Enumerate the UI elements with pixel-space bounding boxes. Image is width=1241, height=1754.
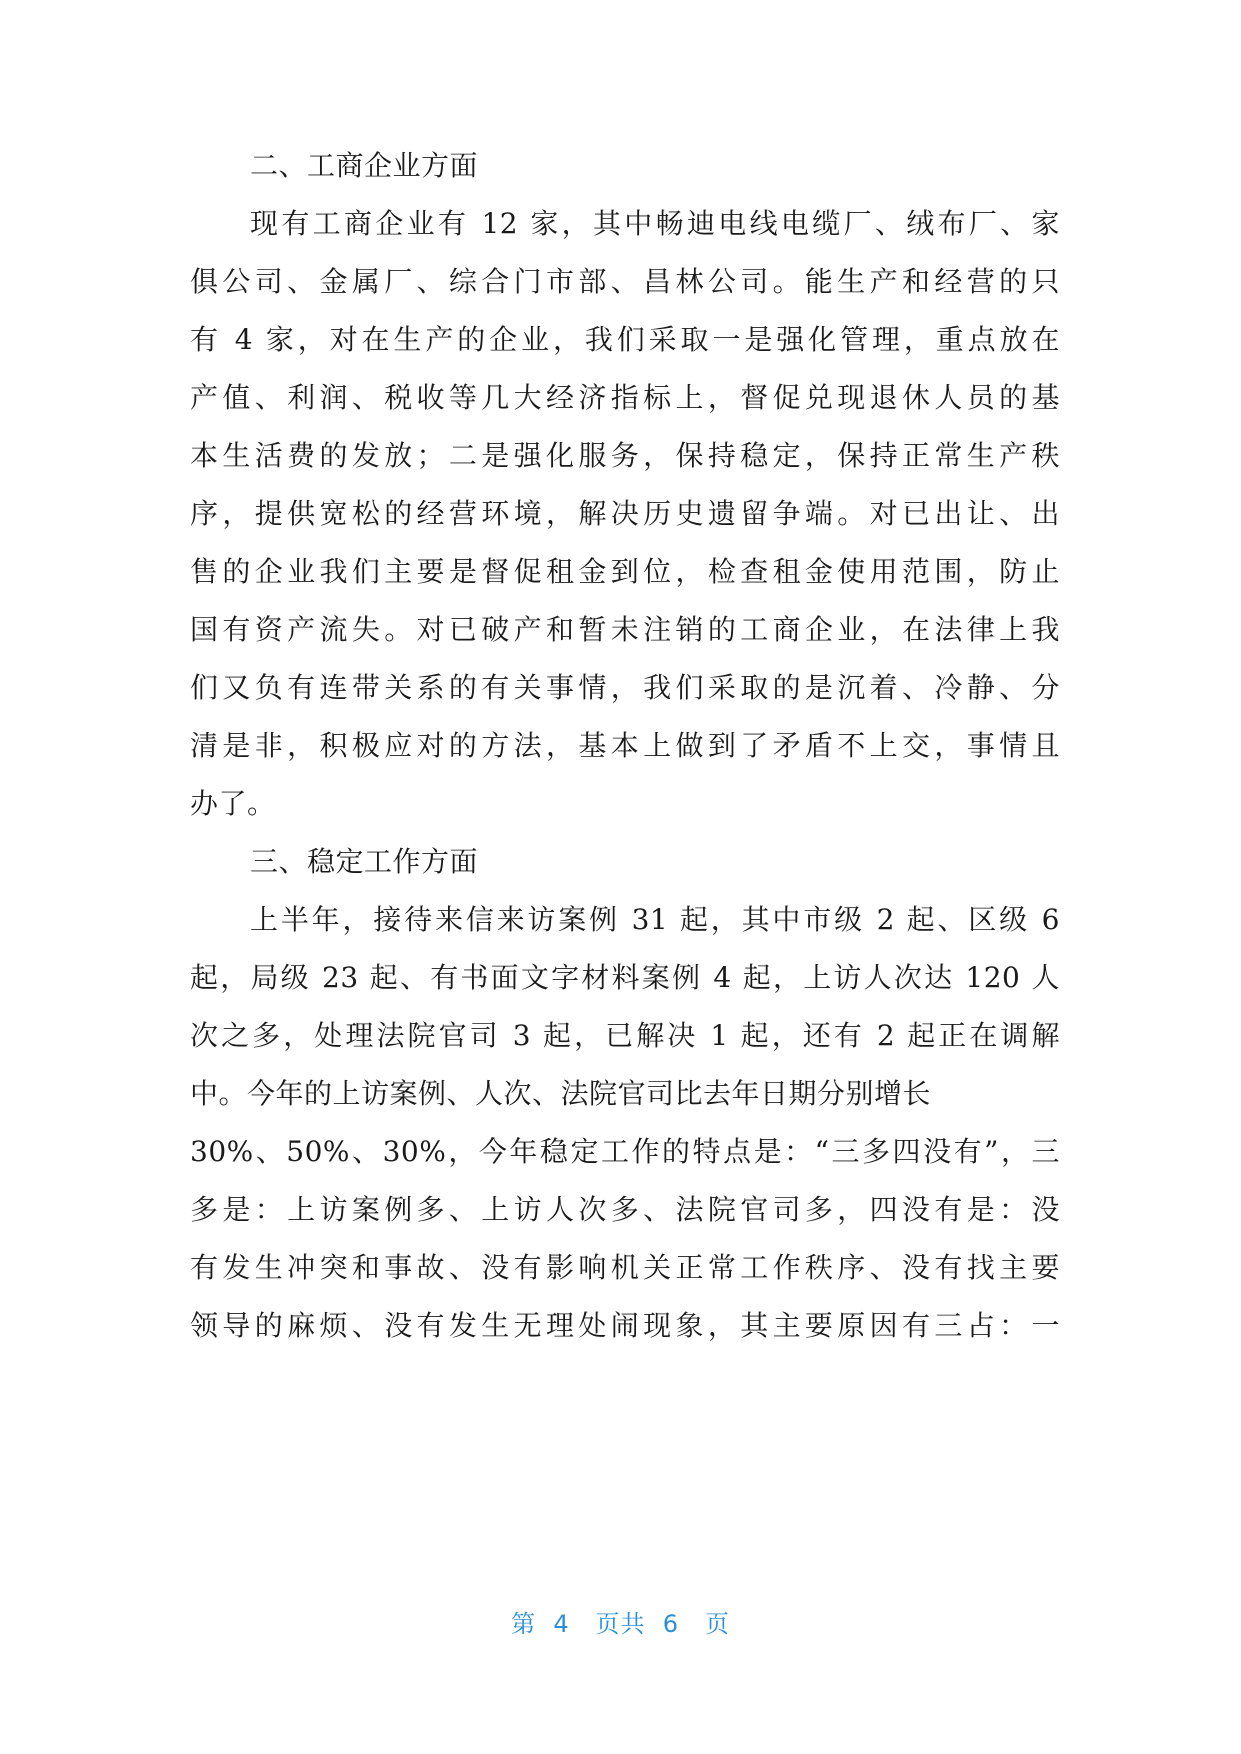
paragraph-line: 办了。	[190, 787, 276, 820]
paragraph-line: 上半年，接待来信来访案例 31 起，其中市级 2 起、区级 6	[250, 903, 1060, 936]
footer-suffix: 页	[704, 1610, 730, 1638]
paragraph-line: 起，局级 23 起、有书面文字材料案例 4 起，上访人次达 120 人	[190, 961, 1060, 994]
paragraph-line: 清是非，积极应对的方法，基本上做到了矛盾不上交，事情且	[190, 729, 1060, 762]
total-pages-number: 6	[662, 1610, 680, 1638]
footer-middle: 页共	[595, 1610, 646, 1638]
paragraph-line: 中。今年的上访案例、人次、法院官司比去年日期分别增长	[190, 1077, 932, 1110]
paragraph-line: 们又负有连带关系的有关事情，我们采取的是沉着、冷静、分	[190, 671, 1060, 704]
paragraph-line: 现有工商企业有 12 家，其中畅迪电线电缆厂、绒布厂、家	[250, 207, 1060, 240]
paragraph-line: 有发生冲突和事故、没有影响机关正常工作秩序、没有找主要	[190, 1251, 1060, 1284]
paragraph-line: 次之多，处理法院官司 3 起，已解决 1 起，还有 2 起正在调解	[190, 1019, 1060, 1052]
paragraph-line: 产值、利润、税收等几大经济指标上，督促兑现退休人员的基	[190, 381, 1060, 414]
current-page-number: 4	[553, 1610, 570, 1638]
page-number-footer	[0, 1604, 1241, 1640]
paragraph-line: 本生活费的发放；二是强化服务，保持稳定，保持正常生产秩	[190, 439, 1060, 472]
section-heading: 三、稳定工作方面	[250, 845, 479, 878]
paragraph-line: 国有资产流失。对已破产和暂未注销的工商企业，在法律上我	[190, 613, 1060, 646]
paragraph-line: 售的企业我们主要是督促租金到位，检查租金使用范围，防止	[190, 555, 1060, 588]
paragraph-line: 俱公司、金属厂、综合门市部、昌林公司。能生产和经营的只	[190, 265, 1060, 298]
footer-prefix: 第	[511, 1610, 537, 1638]
paragraph-line: 领导的麻烦、没有发生无理处闹现象，其主要原因有三占：一	[190, 1309, 1060, 1342]
paragraph-line: 序，提供宽松的经营环境，解决历史遗留争端。对已出让、出	[190, 497, 1060, 530]
paragraph-line: 有 4 家，对在生产的企业，我们采取一是强化管理，重点放在	[190, 323, 1060, 356]
paragraph-line: 多是：上访案例多、上访人次多、法院官司多，四没有是：没	[190, 1193, 1060, 1226]
section-heading: 二、工商企业方面	[250, 149, 479, 182]
paragraph-line: 30%、50%、30%，今年稳定工作的特点是：“三多四没有”，三	[190, 1135, 1060, 1168]
